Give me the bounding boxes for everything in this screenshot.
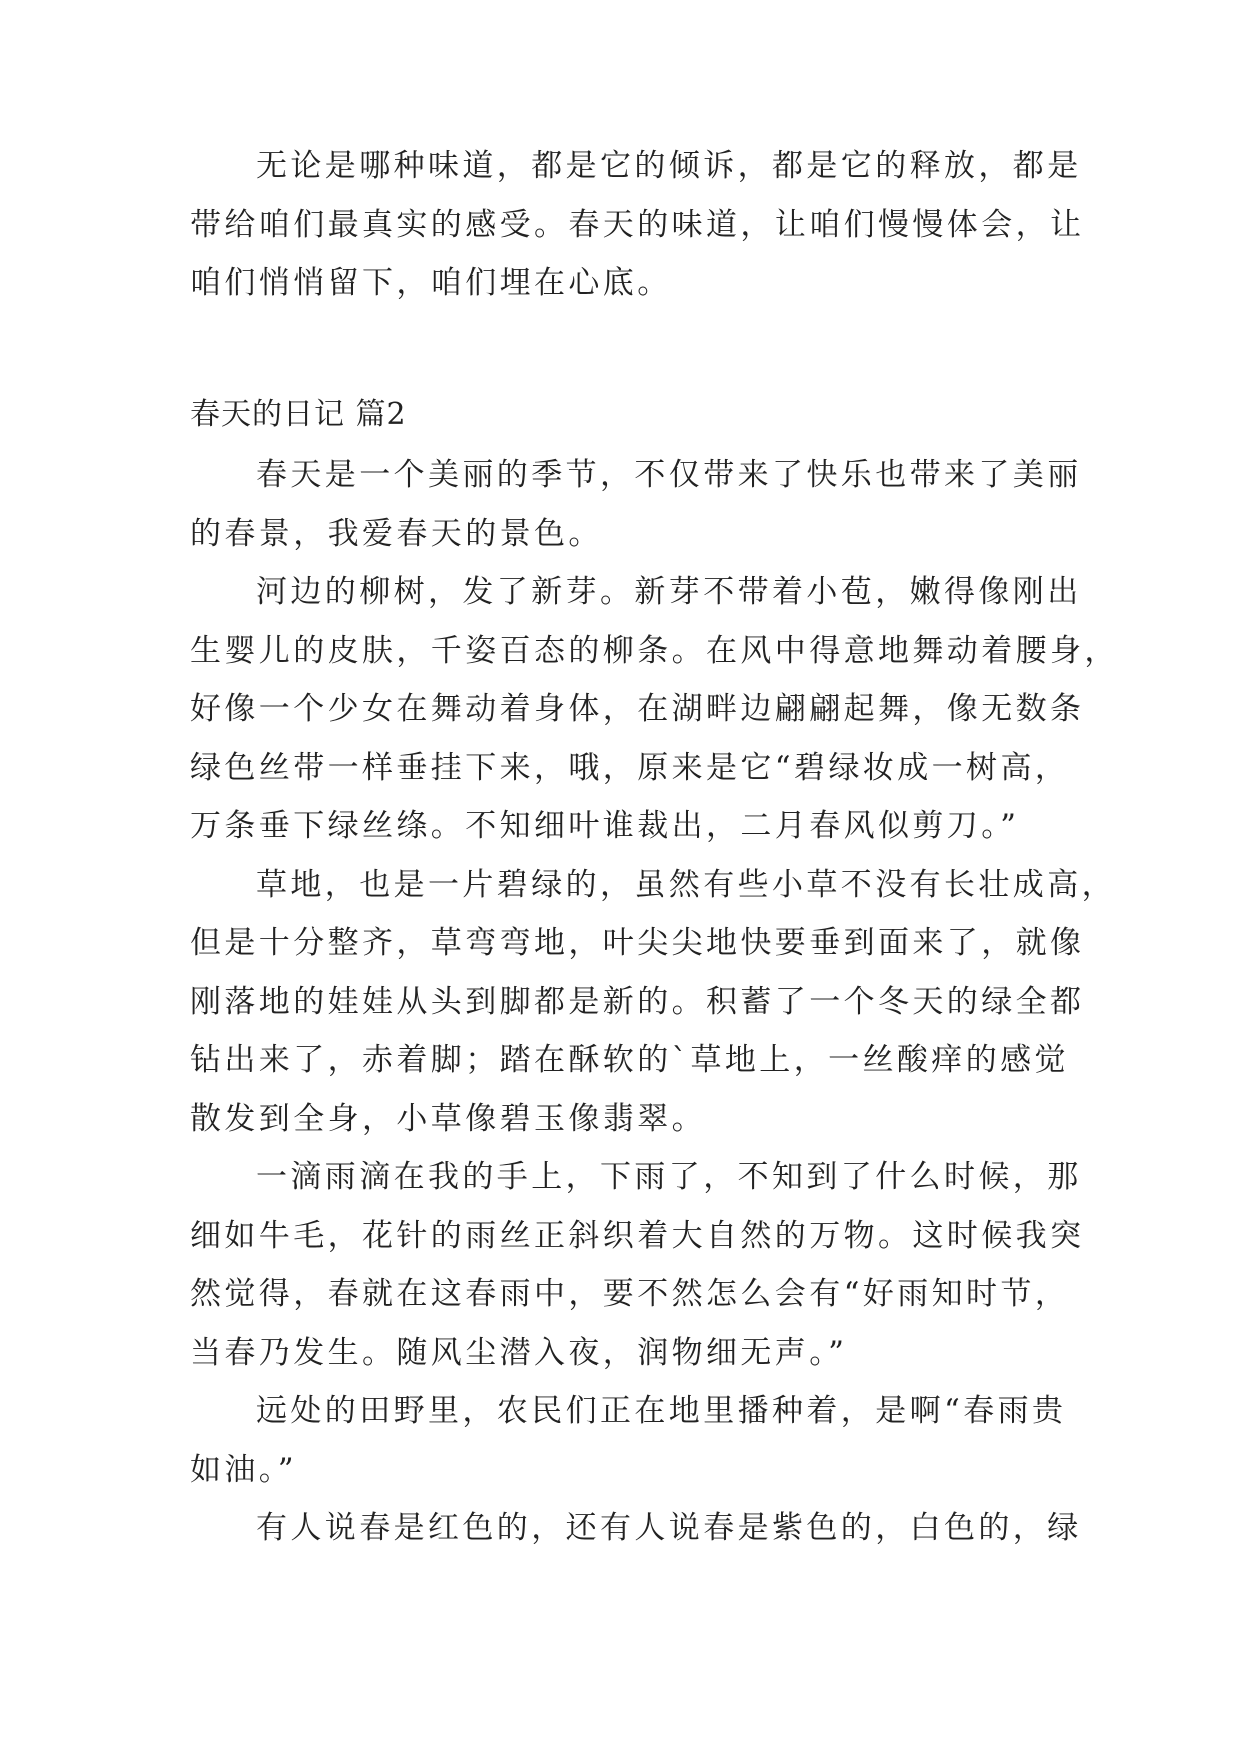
paragraph-line: 如油。” (190, 1451, 297, 1488)
paragraph (190, 856, 1116, 1149)
paragraph-line: 咱们悄悄留下，咱们埋在心底。 (190, 265, 672, 301)
body-text (190, 446, 1119, 1558)
intro-paragraph (190, 137, 1085, 313)
paragraph-line: 绿色丝带一样垂挂下来，哦，原来是它“碧绿妆成一树高， (190, 749, 1070, 786)
paragraph-line: 散发到全身，小草像碧玉像翡翠。 (190, 1100, 706, 1137)
paragraph-line: 刚落地的娃娃从头到脚都是新的。积蓄了一个冬天的绿全都 (190, 983, 1085, 1020)
paragraph (190, 563, 1119, 856)
paragraph-line: 河边的柳树，发了新芽。新芽不带着小苞，嫩得像刚出 (256, 574, 1082, 610)
paragraph-line: 细如牛毛，花针的雨丝正斜织着大自然的万物。这时候我突 (190, 1217, 1085, 1254)
paragraph-line: 然觉得，春就在这春雨中，要不然怎么会有“好雨知时节， (190, 1276, 1070, 1312)
paragraph-line: 带给咱们最真实的感受。春天的味道，让咱们慢慢体会，让 (190, 206, 1085, 243)
paragraph (190, 446, 1082, 563)
paragraph-line: 当春乃发生。随风尘潜入夜，润物细无声。” (190, 1334, 848, 1371)
paragraph (190, 1148, 1085, 1382)
paragraph-line: 的春景，我爱春天的景色。 (190, 515, 603, 552)
paragraph (190, 1499, 1082, 1558)
paragraph-line: 远处的田野里，农民们正在地里播种着，是啊“春雨贵 (256, 1393, 1067, 1429)
paragraph-line: 春天是一个美丽的季节，不仅带来了快乐也带来了美丽 (256, 457, 1082, 493)
section-heading: 春天的日记 篇2 (190, 397, 407, 432)
paragraph-line: 好像一个少女在舞动着身体，在湖畔边翩翩起舞，像无数条 (190, 691, 1085, 727)
paragraph-line: 但是十分整齐，草弯弯地，叶尖尖地快要垂到面来了，就像 (190, 925, 1085, 961)
paragraph-line: 有人说春是红色的，还有人说春是紫色的，白色的，绿 (256, 1510, 1082, 1546)
paragraph-line: 生婴儿的皮肤，千姿百态的柳条。在风中得意地舞动着腰身， (190, 632, 1119, 669)
paragraph-line: 万条垂下绿丝绦。不知细叶谁裁出，二月春风似剪刀。” (190, 808, 1020, 844)
paragraph-line: 无论是哪种味道，都是它的倾诉，都是它的释放，都是 (256, 148, 1082, 184)
paragraph-line: 钻出来了，赤着脚；踏在酥软的`草地上，一丝酸痒的感觉 (190, 1042, 1069, 1078)
paragraph-line: 草地，也是一片碧绿的，虽然有些小草不没有长壮成高， (256, 866, 1116, 903)
paragraph-line: 一滴雨滴在我的手上，下雨了，不知到了什么时候，那 (256, 1159, 1082, 1195)
paragraph (190, 1382, 1067, 1499)
